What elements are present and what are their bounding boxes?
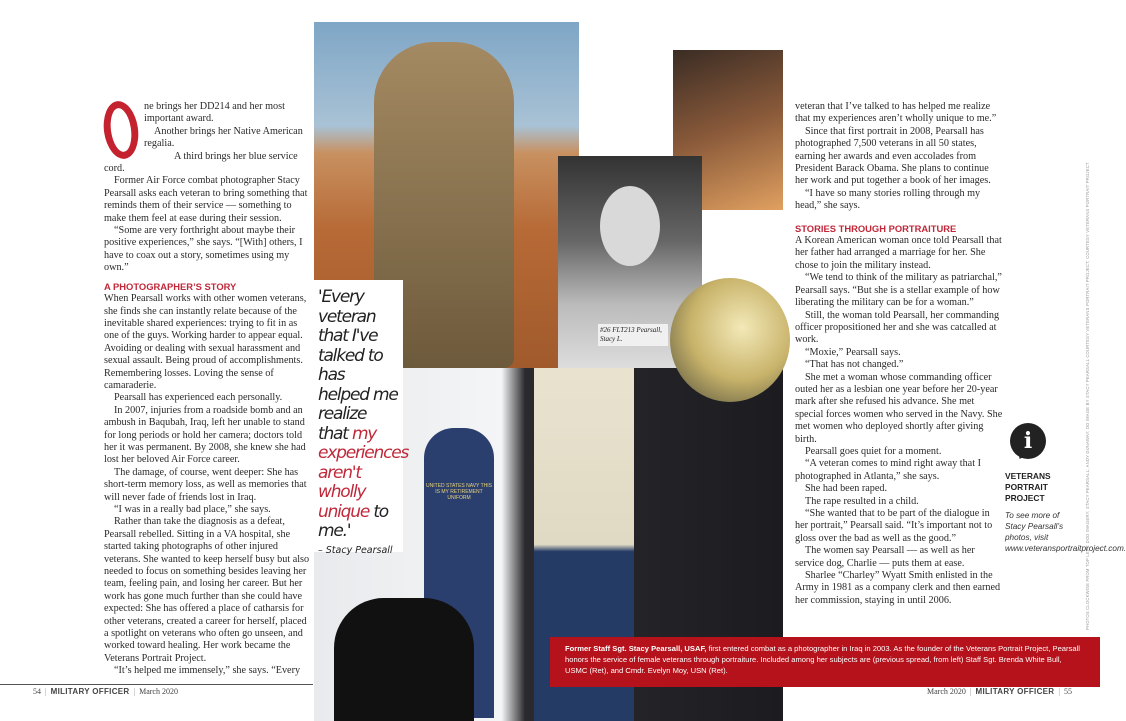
paragraph: Rather than take the diagnosis as a defeat, Pearsall rebelled. Sitting in a VA hospital, she started taking photographs of other injured veterans. She wanted to keep herself busy but also needed to focus on something besides leaving her team, feeling pain, and losing her career. But her work has gone much further than she could have expected: She has offered a place of catharsis for other veterans, created a career for herself, placed a spotlight on veterans who often go unseen, and worked toward healing. Her work became the Veterans Portrait Project. bbox=[104, 516, 310, 664]
photo-credit: PHOTOS CLOCKWISE FROM TOP LEFT: DOD IMAGERY; STACY PEARSALL; ANDY DUNAWAY; DD IMAGE BY STACY PEARSALL COURTESY VETERANS PORTRAIT PROJECT; COURTESY VETERANS PORTRAIT PROJECT bbox=[1085, 162, 1090, 630]
right-article-column bbox=[795, 101, 1003, 607]
paragraph: The rape resulted in a child. bbox=[805, 495, 919, 507]
paragraph: “We tend to think of the military as patriarchal,” Pearsall says. “But she is a stellar example of how liberating the military can be for a woman.” bbox=[795, 272, 1002, 309]
name-sign: #26 FLT213 Pearsall, Stacy L. bbox=[598, 324, 668, 346]
paragraph: Pearsall goes quiet for a moment. bbox=[805, 445, 942, 457]
sidebar-text[interactable]: To see more of Stacy Pearsall’s photos, visit www.veteransportraitproject.com. bbox=[1005, 511, 1126, 553]
paragraph: Since that first portrait in 2008, Pearsall has photographed 7,500 veterans in all 50 states, earning her awards and even accolades from President Barack Obama. She plans to continue her work and put together a book of her images. bbox=[795, 125, 991, 187]
paragraph: The women say Pearsall — as well as her service dog, Charlie — puts them at ease. bbox=[795, 545, 975, 569]
paragraph: “It’s helped me immensely,” she says. “Every bbox=[114, 665, 301, 677]
paragraph: She met a woman whose commanding officer outed her as a lesbian one year before her 20-year mark after she refused his advance. She met special forces women who served in the Navy. She met women who deployed shortly after giving birth. bbox=[795, 371, 1003, 445]
page-number: 55 bbox=[1063, 687, 1072, 696]
quote-attribution: – Stacy Pearsall bbox=[318, 544, 393, 556]
paragraph: A third brings her blue service cord. bbox=[104, 150, 298, 175]
quote-highlight: my experiences aren't wholly unique bbox=[318, 423, 409, 522]
paragraph: Still, the woman told Pearsall, her commanding officer propositioned her and she was catcalled at work. bbox=[795, 309, 1000, 346]
paragraph: “That has not changed.” bbox=[805, 359, 904, 371]
section-heading: A PHOTOGRAPHER’S STORY bbox=[104, 280, 237, 292]
paragraph: “Some are very forthright about maybe their positive experiences,” she says. “[With] others, I have to coax out a story, sometimes using my own.” bbox=[104, 225, 303, 274]
paragraph: “A veteran comes to mind right away that I photographed in Atlanta,” she says. bbox=[795, 458, 981, 482]
footer-left: 54 | MILITARY OFFICER | March 2020 bbox=[33, 687, 178, 696]
paragraph: When Pearsall works with other women veterans, she finds she can instantly relate because of the inevitable shared experiences: trying to fit in as one of the guys. Working harder to appear equal. Avoiding or dealing with sexual harassment and sexual assault. Being proud of accomplishments. Remembering losses. Loving the sense of camaraderie. bbox=[104, 293, 307, 391]
photo-caption bbox=[550, 637, 1100, 687]
paragraph: The damage, of course, went deeper: She has short-term memory loss, as well as memories that will never fade of friends lost in Iraq. bbox=[104, 466, 307, 503]
shirt-print: UNITED STATES NAVY THIS IS MY RETIREMENT UNIFORM bbox=[424, 428, 494, 718]
paragraph: She had been raped. bbox=[805, 483, 888, 495]
info-icon: i bbox=[1010, 423, 1046, 459]
magazine-name: MILITARY OFFICER bbox=[975, 687, 1055, 696]
caption-text: first entered combat as a photographer in Iraq in 2003. As the founder of the Veterans Portrait Project, Pearsall honors the service of female veterans through portraiture. Included among her subjects are (previous spread, from left) Staff Sgt. Brenda White Bull, USMC (Ret), and Cmdr. Evelyn Moy, USN (Ret). bbox=[565, 644, 1080, 676]
quote-text-end: to me.' bbox=[318, 501, 388, 541]
paragraph: In 2007, injuries from a roadside bomb and an ambush in Baqubah, Iraq, left her unable to stand for long periods or hold her camera; doctors told her it was permanent. By 2008, she knew she had lost her beloved Air Force career. bbox=[104, 404, 306, 466]
footer-rule bbox=[0, 684, 313, 685]
sidebar-veterans-portrait-project bbox=[1005, 423, 1126, 554]
paragraph: ne brings her DD214 and her most important award. bbox=[144, 101, 285, 125]
paragraph: Pearsall has experienced each personally. bbox=[114, 392, 283, 404]
paragraph: “I was in a really bad place,” she says. bbox=[114, 504, 271, 515]
page-number: 54 bbox=[33, 687, 41, 696]
sidebar-title: VETERANS PORTRAIT PROJECT bbox=[1005, 471, 1051, 503]
footer-right: March 2020 | MILITARY OFFICER | 55 bbox=[927, 687, 1072, 696]
pull-quote bbox=[314, 280, 409, 556]
issue-date: March 2020 bbox=[927, 687, 966, 696]
section-heading: STORIES THROUGH PORTRAITURE bbox=[795, 222, 957, 234]
left-article-column bbox=[104, 101, 313, 678]
paragraph: “Moxie,” Pearsall says. bbox=[805, 346, 901, 358]
paragraph: Sharlee “Charley” Wyatt Smith enlisted in the Army in 1981 as a company clerk and then earned her commission, staying in until 2006. bbox=[795, 570, 1001, 606]
quote-text: 'Every veteran that I've talked to has helped me realize that bbox=[318, 287, 398, 444]
paragraph: Former Air Force combat photographer Stacy Pearsall asks each veteran to bring something that reminds them of their service — something to make them feel at ease during their session. bbox=[104, 175, 308, 224]
paragraph: Another brings her Native American regalia. bbox=[144, 125, 303, 150]
photo-helmet-circle bbox=[670, 278, 790, 402]
paragraph: “I have so many stories rolling through my head,” she says. bbox=[795, 187, 981, 212]
paragraph: veteran that I’ve talked to has helped me realize that my experiences aren’t wholly unique to me.” bbox=[795, 101, 997, 125]
issue-date: March 2020 bbox=[139, 687, 178, 696]
paragraph: “She wanted that to be part of the dialogue in her portrait,” Pearsall said. “It’s important not to gloss over the bad as well as the good.” bbox=[795, 508, 993, 544]
paragraph: A Korean American woman once told Pearsall that her father had arranged a marriage for her. She chose to join the military instead. bbox=[795, 235, 1002, 271]
magazine-name: MILITARY OFFICER bbox=[50, 687, 130, 696]
caption-lead: Former Staff Sgt. Stacy Pearsall, USAF, bbox=[565, 644, 707, 653]
